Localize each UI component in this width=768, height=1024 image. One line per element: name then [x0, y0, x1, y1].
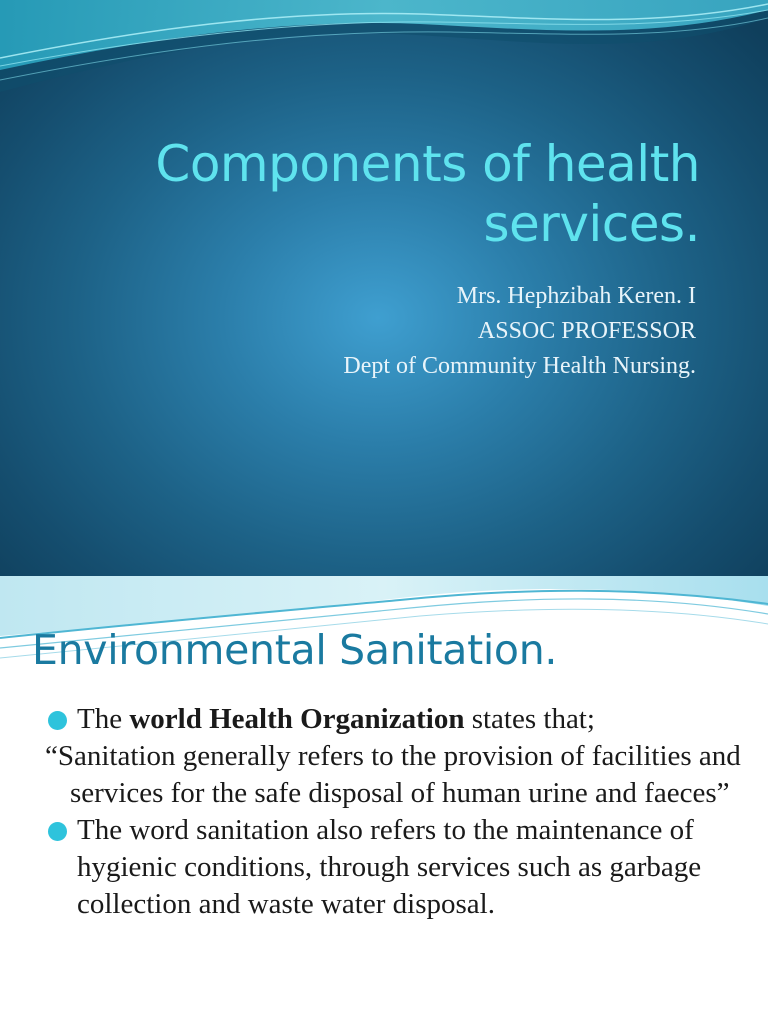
- slide-heading: Environmental Sanitation.: [32, 626, 558, 674]
- slide-title: [60, 134, 700, 254]
- quote-paragraph: “Sanitation generally refers to the provision of facilities and services for the safe disposal of human urine and faeces”: [45, 740, 741, 809]
- slide-body: [45, 701, 745, 923]
- bullet-item-2: [45, 812, 745, 923]
- wave-decoration-top: [0, 0, 768, 110]
- author-department: Dept of Community Health Nursing.: [343, 353, 696, 379]
- title-line-2: services.: [483, 195, 700, 253]
- slide-subtitle: [136, 279, 696, 384]
- bullet1-text-before: The: [77, 703, 130, 735]
- bullet1-text-bold: world Health Organization: [129, 703, 465, 735]
- bullet-item-1: [45, 701, 745, 738]
- bullet2-text: The word sanitation also refers to the maintenance of hygienic conditions, through services such as garbage collection and waste water disposal.: [77, 814, 702, 920]
- bullet1-text-after: states that;: [464, 703, 595, 735]
- bullet-dot-icon: [48, 711, 67, 730]
- bullet-dot-icon: [48, 822, 67, 841]
- title-line-1: Components of health: [155, 135, 700, 193]
- author-position: ASSOC PROFESSOR: [477, 318, 696, 344]
- content-slide: [0, 576, 768, 1024]
- author-name: Mrs. Hephzibah Keren. I: [456, 283, 696, 309]
